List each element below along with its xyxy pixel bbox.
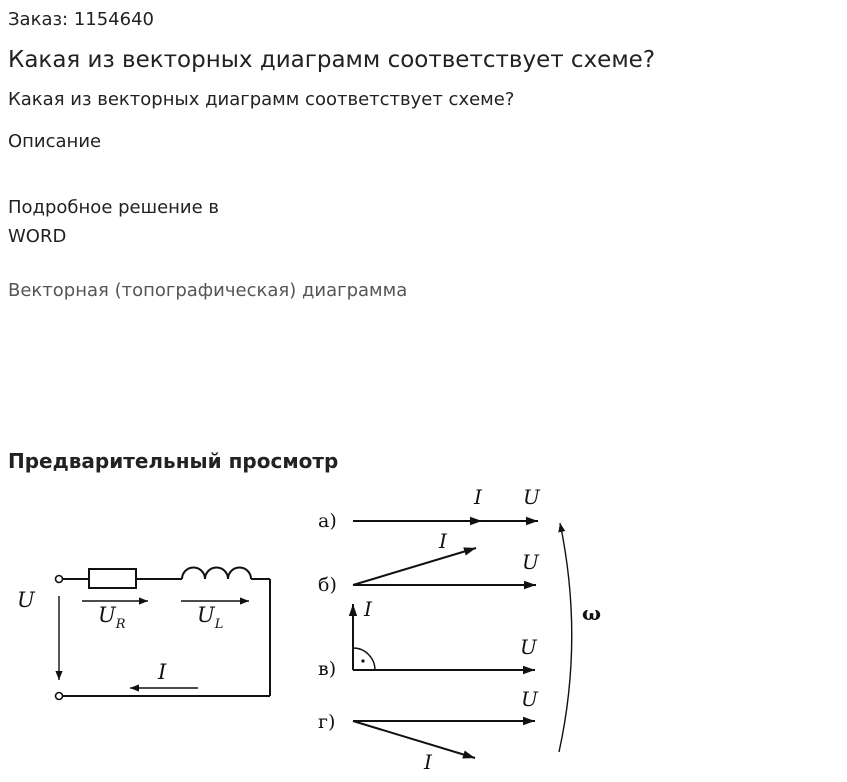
bottom-terminal bbox=[56, 693, 63, 700]
preview-figure bbox=[0, 478, 640, 782]
diagram-b-letter: б) bbox=[318, 574, 337, 596]
diagram-b-current-label: I bbox=[439, 529, 447, 553]
inductor-voltage-label: $U_L$ bbox=[197, 603, 224, 632]
diagram-a-letter: а) bbox=[318, 510, 337, 532]
resistor-voltage-label: $U_R$ bbox=[98, 603, 126, 632]
diagram-v-right-angle-dot bbox=[361, 659, 364, 662]
diagram-b-current-vector bbox=[353, 548, 476, 585]
vector-diagrams bbox=[353, 521, 572, 758]
top-terminal bbox=[56, 576, 63, 583]
angular-frequency-label: ω bbox=[582, 601, 602, 625]
diagram-v-right-angle-arc bbox=[353, 648, 375, 670]
description-heading: Описание bbox=[8, 131, 102, 152]
current-label: I bbox=[158, 660, 167, 684]
order-number: Заказ: 1154640 bbox=[8, 9, 154, 30]
page-title: Какая из векторных диаграмм соответствует схеме? bbox=[8, 47, 656, 73]
preview-heading: Предварительный просмотр bbox=[8, 449, 339, 473]
diagram-g-current-vector bbox=[353, 721, 475, 758]
diagram-v-letter: в) bbox=[318, 658, 337, 680]
diagram-g-current-label: I bbox=[424, 750, 432, 774]
diagram-v-current-label: I bbox=[364, 597, 372, 621]
diagram-b-voltage-label: U bbox=[522, 550, 539, 574]
inductor bbox=[182, 568, 251, 580]
rotation-arc bbox=[559, 523, 572, 752]
resistor bbox=[89, 569, 136, 588]
description-link[interactable]: Векторная (топографическая) диаграмма bbox=[8, 280, 408, 301]
source-voltage-label: U bbox=[17, 588, 35, 612]
description-text: Подробное решение в WORD bbox=[8, 197, 220, 247]
diagram-a-voltage-label: U bbox=[523, 485, 540, 509]
diagram-g-letter: г) bbox=[318, 711, 336, 733]
diagram-a-current-label: I bbox=[474, 485, 482, 509]
diagram-v-voltage-label: U bbox=[520, 635, 537, 659]
diagram-g-voltage-label: U bbox=[521, 687, 538, 711]
question-text: Какая из векторных диаграмм соответствует схеме? bbox=[8, 89, 515, 110]
